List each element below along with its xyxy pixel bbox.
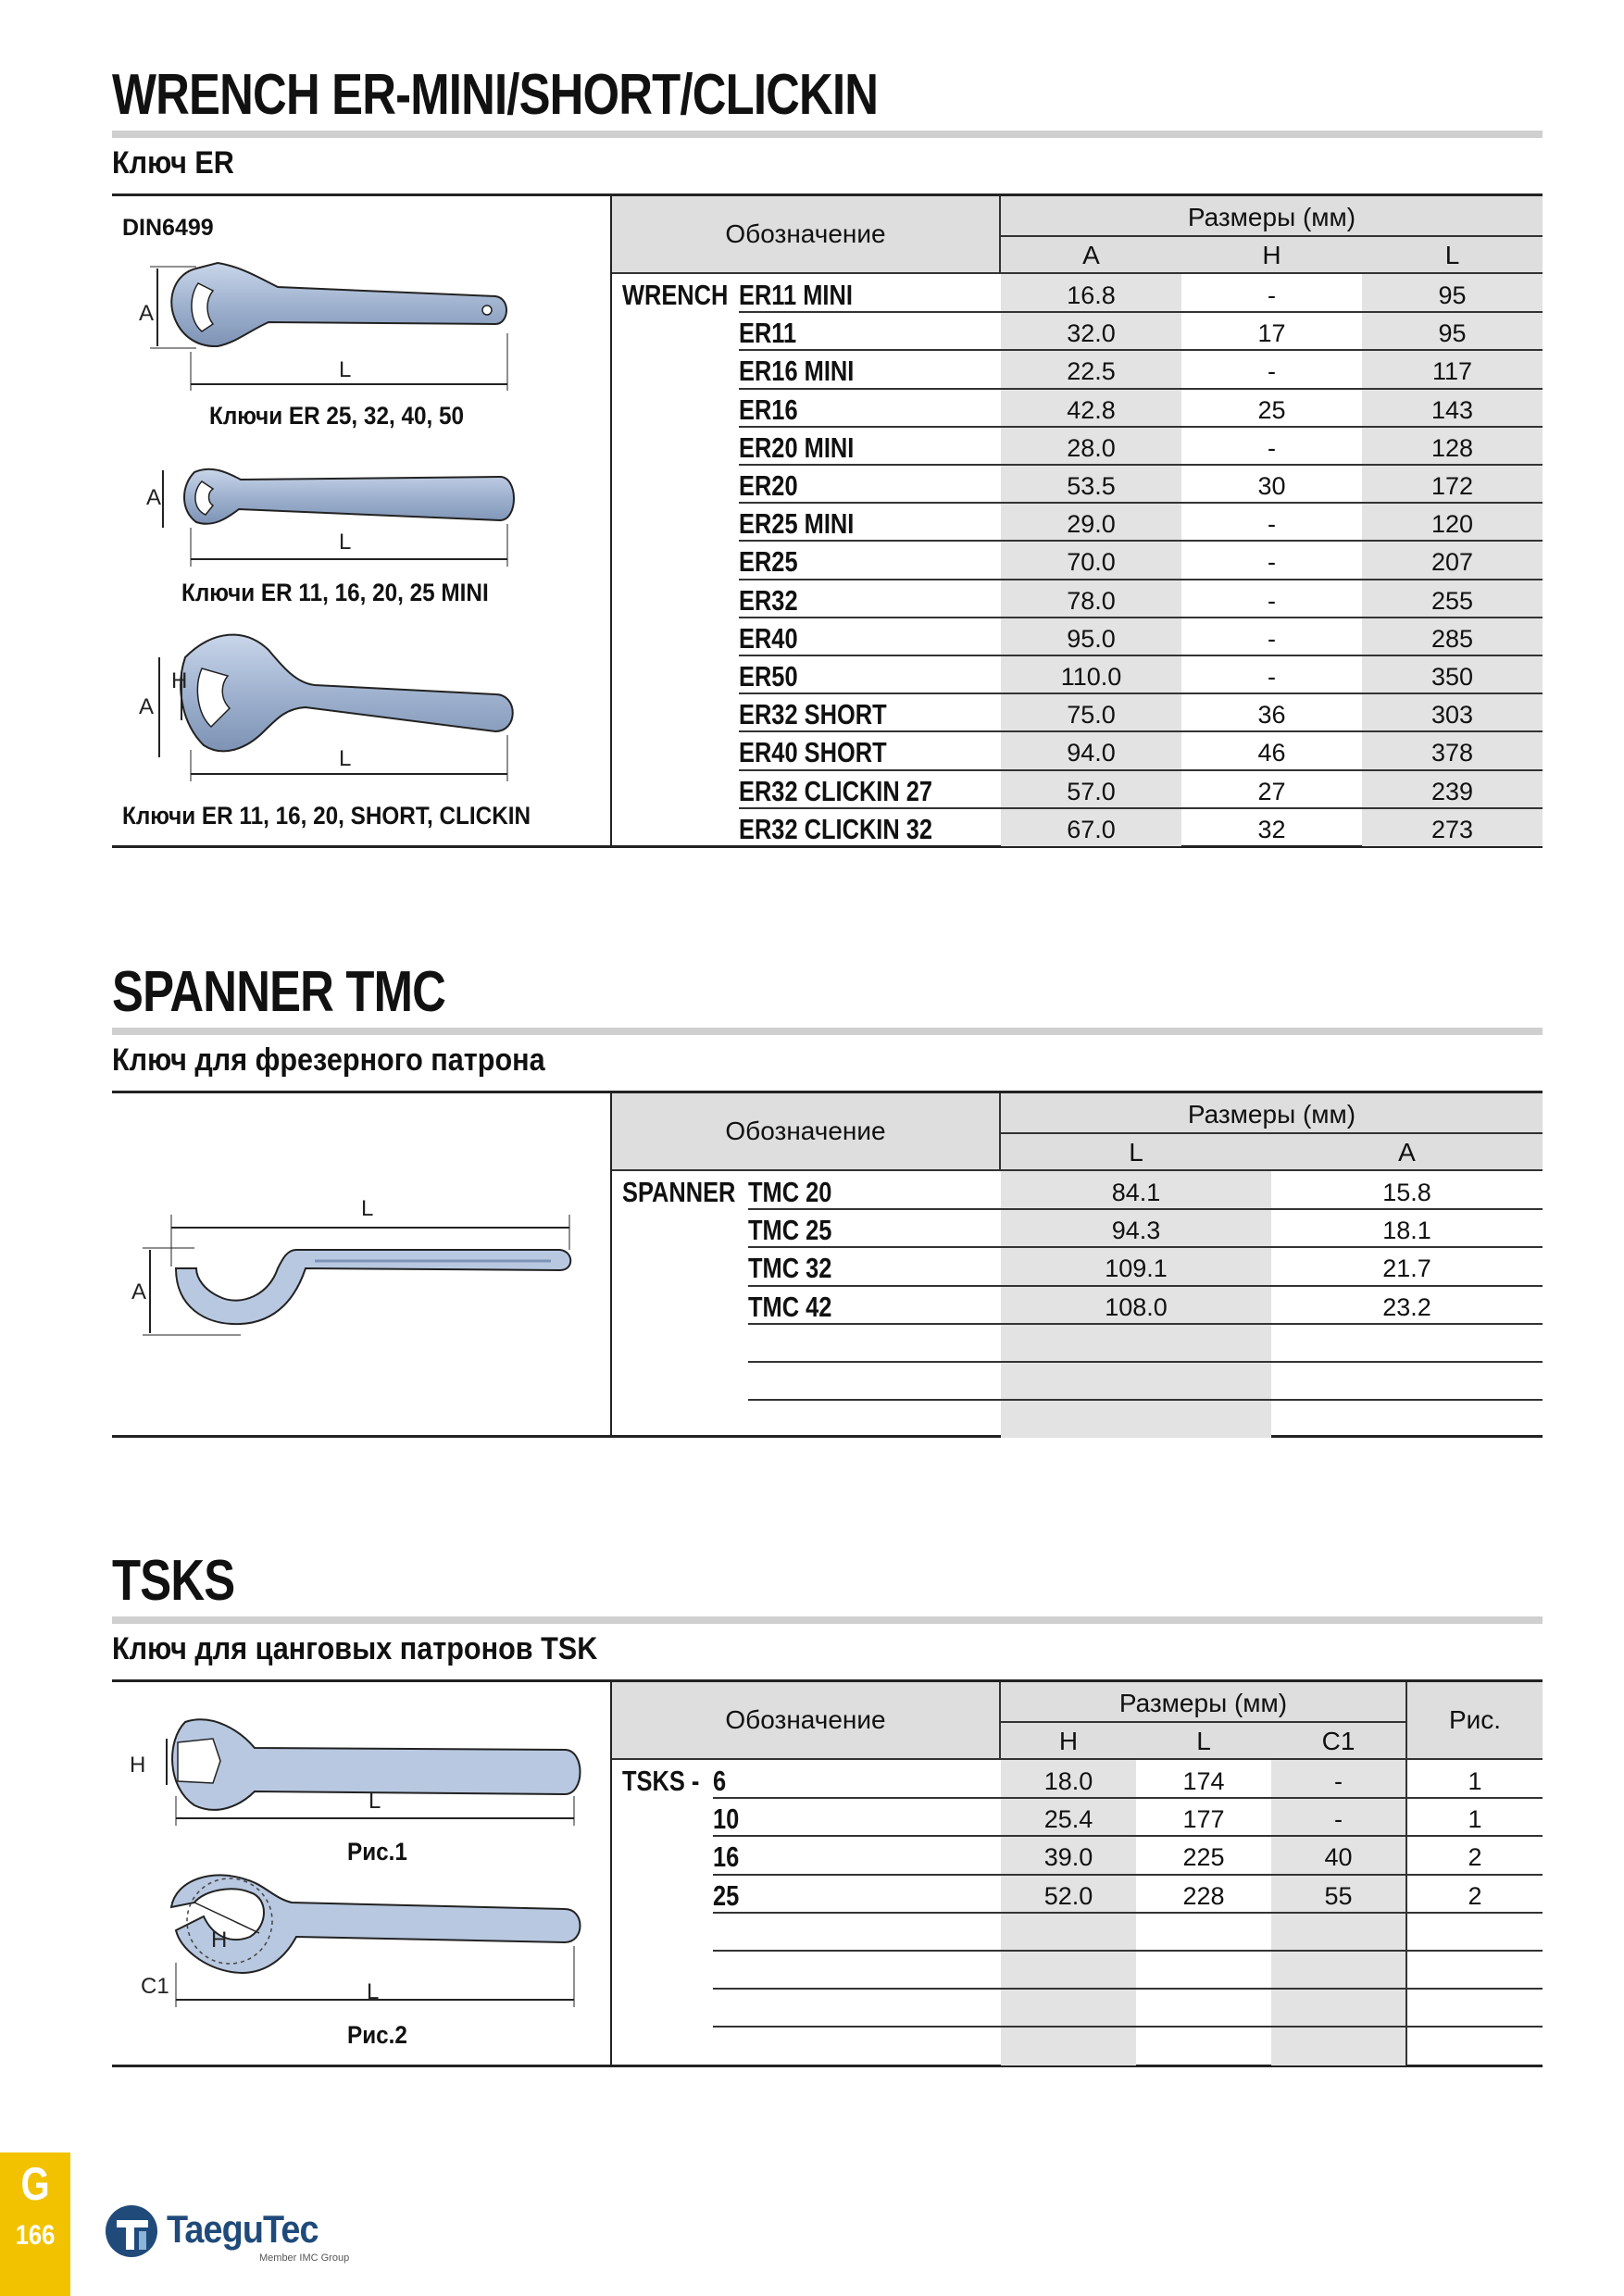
cell-l: 94.3 (1111, 1217, 1161, 1245)
table-row-designation: 16 (713, 1841, 740, 1874)
cell-h: 46 (1257, 739, 1286, 767)
row-divider (739, 311, 1543, 313)
cell-h: - (1268, 510, 1276, 539)
tsks-subtitle: Ключ для цанговых патронов TSK (112, 1631, 598, 1666)
row-prefix: TSKS - (622, 1765, 700, 1797)
table-row-designation: ER11 MINI (739, 279, 853, 311)
row-divider (713, 1874, 1543, 1876)
er-caption-3: Ключи ER 11, 16, 20, SHORT, CLICKIN (122, 802, 531, 830)
cell-a: 78.0 (1067, 586, 1116, 615)
table-row-designation: ER16 MINI (739, 355, 855, 388)
cell-l: 228 (1182, 1881, 1225, 1910)
row-divider (739, 655, 1543, 656)
cell-a: 18.1 (1382, 1217, 1431, 1245)
dim-l-label: L (339, 357, 352, 382)
cell-a: 28.0 (1067, 433, 1116, 462)
col-l: L (1196, 1727, 1211, 1755)
table-row-designation: TMC 25 (748, 1214, 832, 1247)
cell-h: 17 (1257, 319, 1286, 348)
er-title: WRENCH ER-MINI/SHORT/CLICKIN (112, 63, 879, 127)
table-row-designation: ER25 (739, 545, 798, 579)
cell-h: - (1268, 586, 1276, 615)
tmc-subtitle: Ключ для фрезерного патрона (112, 1042, 545, 1078)
cell-l: 303 (1430, 701, 1474, 730)
table-row-designation: ER20 MINI (739, 430, 855, 464)
cell-fig: 2 (1468, 1881, 1482, 1910)
col-a: A (1082, 241, 1100, 269)
row-divider (748, 1208, 1543, 1210)
table-row-designation: ER32 CLICKIN 27 (739, 774, 933, 807)
table-row-designation: ER40 SHORT (739, 736, 887, 769)
cell-a: 32.0 (1067, 319, 1116, 348)
dim-l-label: L (369, 1789, 381, 1814)
row-divider (739, 617, 1543, 618)
spanner-tmc-icon (143, 1215, 570, 1335)
cell-l: 174 (1182, 1767, 1225, 1795)
cell-a: 23.2 (1382, 1292, 1431, 1321)
cell-a: 29.0 (1067, 510, 1116, 539)
cell-a: 21.7 (1382, 1254, 1431, 1283)
cell-c1: 40 (1324, 1843, 1353, 1872)
col-dimensions: Размеры (мм) (1187, 1100, 1356, 1129)
cell-h: 36 (1257, 701, 1286, 730)
table-row-designation: ER50 (739, 660, 798, 693)
cell-h: - (1268, 548, 1276, 577)
cell-l: 95 (1438, 319, 1467, 348)
cell-a: 22.5 (1067, 357, 1116, 386)
cell-a: 53.5 (1067, 472, 1116, 500)
er-subtitle: Ключ ER (112, 145, 234, 181)
row-divider (739, 769, 1543, 771)
row-divider (713, 1912, 1543, 1914)
row-divider (739, 426, 1543, 428)
cell-h: 52.0 (1043, 1881, 1093, 1910)
row-divider (713, 1950, 1543, 1952)
dim-l-label: L (367, 1979, 380, 2004)
cell-l: 285 (1430, 624, 1474, 653)
table-row-designation: ER20 (739, 469, 798, 502)
cell-l: 143 (1430, 395, 1474, 424)
cell-fig: 2 (1468, 1843, 1482, 1872)
cell-l: 109.1 (1105, 1254, 1168, 1283)
dim-c1-label: C1 (141, 1974, 169, 1999)
col-c1: C1 (1321, 1727, 1355, 1755)
row-divider (748, 1246, 1543, 1248)
table-row-designation: ER16 (739, 393, 798, 426)
cell-h: 32 (1257, 815, 1286, 843)
wrench-er-large-icon (150, 263, 507, 391)
row-divider (739, 388, 1543, 390)
table-row-designation: 25 (713, 1878, 740, 1912)
cell-l: 239 (1430, 777, 1474, 805)
tmc-spanner-drawing (130, 1194, 583, 1352)
tsks-caption-2: Рис.2 (347, 2021, 407, 2049)
col-fig: Рис. (1448, 1705, 1502, 1734)
table-row-designation: ER25 MINI (739, 507, 855, 541)
title-rule (112, 1616, 1543, 1624)
section-letter: G (20, 2158, 50, 2210)
dim-h-label: H (211, 1928, 228, 1953)
cell-h: 30 (1257, 472, 1286, 500)
row-divider (713, 1835, 1543, 1837)
wrench-er-short-icon (159, 635, 513, 781)
dim-a-label: A (131, 1279, 147, 1304)
row-divider (739, 693, 1543, 694)
taegutec-logo-icon (104, 2203, 169, 2261)
cell-h: - (1268, 624, 1276, 653)
dim-l-label: L (339, 530, 352, 555)
dim-h-label: H (130, 1753, 146, 1778)
table-row-designation: 10 (713, 1803, 740, 1836)
col-h: H (1262, 241, 1281, 269)
row-divider (748, 1323, 1543, 1325)
table-row-designation: TMC 42 (748, 1290, 832, 1323)
title-rule (112, 1028, 1543, 1035)
cell-a: 42.8 (1067, 395, 1116, 424)
table-row-designation: ER32 (739, 583, 798, 617)
cell-a: 16.8 (1067, 281, 1116, 309)
col-l: L (1444, 241, 1460, 269)
cell-a: 15.8 (1382, 1179, 1431, 1206)
dim-l-label: L (361, 1196, 374, 1221)
cell-l: 120 (1430, 510, 1474, 539)
col-designation: Обозначение (725, 219, 886, 248)
col-h: H (1058, 1727, 1079, 1755)
cell-l: 378 (1430, 739, 1474, 767)
row-divider (739, 579, 1543, 580)
table-row-designation: ER40 (739, 621, 798, 655)
cell-h: 18.0 (1043, 1767, 1093, 1795)
cell-l: 350 (1430, 663, 1474, 691)
tsks-title: TSKS (112, 1549, 235, 1613)
cell-l: 172 (1430, 472, 1474, 500)
cell-c1: 55 (1324, 1881, 1353, 1910)
cell-l: 207 (1430, 548, 1474, 577)
cell-a: 110.0 (1060, 663, 1122, 691)
cell-a: 70.0 (1067, 548, 1116, 577)
table-row-designation: 6 (713, 1765, 727, 1797)
row-divider (748, 1399, 1543, 1401)
cell-l: 128 (1430, 433, 1474, 462)
cell-h: 25.4 (1043, 1805, 1093, 1834)
cell-a: 94.0 (1067, 739, 1116, 767)
col-dimensions: Размеры (мм) (1187, 203, 1356, 231)
row-divider (748, 1285, 1543, 1287)
cell-h: 39.0 (1043, 1843, 1093, 1872)
dim-a-label: A (139, 694, 155, 719)
col-designation: Обозначение (725, 1117, 886, 1145)
row-divider (713, 1797, 1543, 1799)
row-divider (739, 730, 1543, 732)
row-divider (739, 540, 1543, 542)
cell-l: 225 (1182, 1843, 1225, 1872)
divider (610, 195, 612, 845)
brand-tagline: Member IMC Group (259, 2252, 350, 2264)
cell-c1: - (1334, 1805, 1343, 1834)
row-divider (739, 464, 1543, 466)
cell-h: - (1268, 663, 1276, 691)
cell-l: 84.1 (1111, 1179, 1161, 1206)
din-label: DIN6499 (122, 215, 214, 241)
cell-l: 273 (1430, 815, 1474, 843)
cell-l: 117 (1431, 357, 1473, 386)
brand-name: TaeguTec (167, 2207, 319, 2251)
page-number: 166 (15, 2220, 56, 2251)
row-divider (739, 349, 1543, 351)
cell-h: 25 (1257, 395, 1286, 424)
col-dimensions: Размеры (мм) (1118, 1689, 1288, 1717)
cell-a: 57.0 (1067, 777, 1116, 805)
cell-h: - (1268, 357, 1276, 386)
row-divider (739, 807, 1543, 809)
dim-h-label: H (171, 668, 188, 693)
col-l: L (1129, 1138, 1143, 1167)
section-bottom-rule (112, 1435, 1543, 1438)
table-row-designation: TMC 20 (748, 1176, 832, 1208)
dim-l-label: L (339, 746, 352, 771)
table-row-designation: ER32 SHORT (739, 698, 887, 731)
table-row-designation: TMC 32 (748, 1252, 832, 1285)
cell-h: - (1268, 281, 1276, 309)
row-divider (748, 1361, 1543, 1363)
cell-h: 27 (1257, 777, 1286, 805)
cell-l: 255 (1430, 586, 1474, 615)
cell-c1: - (1334, 1767, 1343, 1795)
cell-a: 67.0 (1067, 815, 1116, 843)
cell-fig: 1 (1468, 1805, 1482, 1834)
tmc-title: SPANNER TMC (112, 960, 446, 1024)
row-divider (739, 502, 1543, 504)
dim-a-label: A (139, 301, 155, 326)
er-caption-2: Ключи ER 11, 16, 20, 25 MINI (181, 579, 489, 606)
title-rule (112, 131, 1543, 138)
row-divider (713, 1988, 1543, 1990)
cell-a: 75.0 (1067, 701, 1116, 730)
dim-a-label: A (146, 485, 162, 510)
cell-fig: 1 (1468, 1767, 1482, 1795)
table-row-designation: ER11 (739, 317, 797, 350)
col-designation: Обозначение (725, 1705, 886, 1734)
table-row-designation: ER32 CLICKIN 32 (739, 812, 933, 845)
cell-a: 95.0 (1067, 624, 1116, 653)
row-divider (713, 2026, 1543, 2028)
cell-h: - (1268, 433, 1276, 462)
row-prefix: WRENCH (622, 279, 729, 311)
cell-l: 177 (1182, 1805, 1225, 1834)
row-prefix: SPANNER (622, 1176, 736, 1208)
tsks-caption-1: Рис.1 (347, 1838, 407, 1866)
col-a: A (1398, 1138, 1416, 1167)
cell-l: 95 (1438, 281, 1467, 309)
cell-l: 108.0 (1105, 1292, 1168, 1321)
er-caption-1: Ключи ER 25, 32, 40, 50 (209, 402, 465, 430)
